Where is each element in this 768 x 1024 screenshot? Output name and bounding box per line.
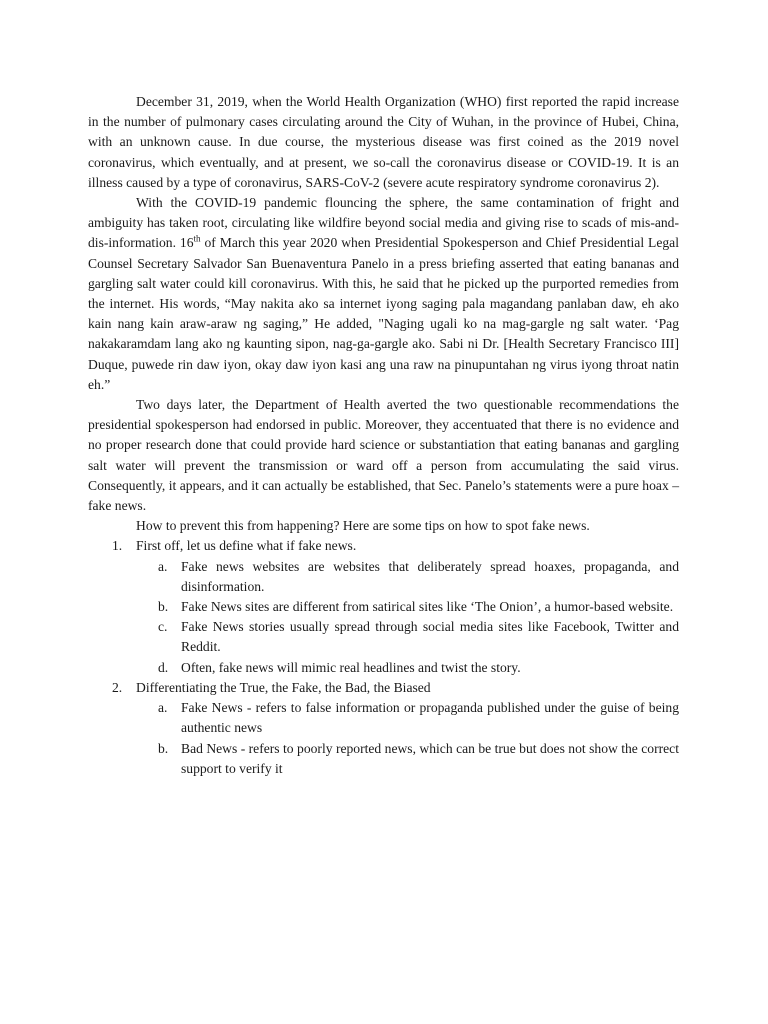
sub-list [136,557,679,678]
sub-list-text: Fake News sites are different from satirical sites like ‘The Onion’, a humor-based website. [181,599,674,615]
sub-list-item [136,658,679,678]
sub-list-letter: a. [158,558,168,574]
paragraph-misinformation [88,193,679,395]
ordinal-superscript: th [193,233,201,244]
paragraph-tips-intro: How to prevent this from happening? Here are some tips on how to spot fake news. [136,518,590,534]
paragraph-misinformation-rest: of March this year 2020 when Presidential Spokesperson and Chief Presidential Legal Counsel Secretary Salvador San Buenaventura Panelo in a press briefing asserted that eating bananas and gargling salt water could kill coronavirus. With this, he said that he picked up the purported remedies from the internet. His words, “May nakita ako sa internet iyong saging pala magandang panlaban daw, eh ako kain nang kain araw-araw ng saging,” He added, "Naging ugali ko na mag-gargle ng salt water. ‘Pag nakakaramdam lang ako ng kaunting sipon, nag-ga-gargle ako. Sabi ni Dr. [Health Secretary Francisco III] Duque, puwede rin daw iyon, okay daw iyon kasi ang una raw na pinupuntahan ng virus iyong throat natin eh.” [88,235,679,392]
sub-list-text: Fake News stories usually spread through social media sites like Facebook, Twitter and Reddit. [181,619,679,655]
document-page [88,92,679,779]
sub-list-item [136,597,679,617]
list-number: 1. [112,538,123,554]
tips-list [88,536,679,778]
sub-list-item [136,557,679,597]
list-item-text: First off, let us define what if fake news. [136,538,357,554]
sub-list-letter: b. [158,599,169,615]
list-item-text: Differentiating the True, the Fake, the Bad, the Biased [136,679,431,695]
list-item [88,536,679,677]
sub-list-text: Fake news websites are websites that deliberately spread hoaxes, propaganda, and disinformation. [181,558,679,594]
sub-list-letter: a. [158,700,168,716]
paragraph-doh-response: Two days later, the Department of Health averted the two questionable recommendations the presidential spokesperson had endorsed in public. Moreover, they accentuated that there is no evidence and no proper research done that could provide hard science or substantiation that eating bananas and gargling salt water will prevent the transmission or ward off a person from accumulating the said virus. Consequently, it appears, and it can actually be established, that Sec. Panelo’s statements were a pure hoax – fake news. [88,397,679,514]
sub-list-text: Often, fake news will mimic real headlines and twist the story. [181,659,521,675]
sub-list-letter: d. [158,659,169,675]
sub-list-item [136,617,679,657]
paragraph-covid-origin: December 31, 2019, when the World Health Organization (WHO) first reported the rapid increase in the number of pulmonary cases circulating around the City of Wuhan, in the province of Hubei, China, with an unknown cause. In due course, the mysterious disease was first coined as the 2019 novel coronavirus, which eventually, and at present, we so-call the coronavirus disease or COVID-19. It is an illness caused by a type of coronavirus, SARS-CoV-2 (severe acute respiratory syndrome coronavirus 2). [88,94,679,190]
sub-list-letter: c. [158,619,168,635]
sub-list-text: Bad News - refers to poorly reported news, which can be true but does not show the correct support to verify it [181,740,679,776]
sub-list-item [136,739,679,779]
sub-list-item [136,698,679,738]
sub-list-text: Fake News - refers to false information or propaganda published under the guise of being authentic news [181,700,679,736]
paragraph-misinformation-start: With the COVID-19 pandemic flouncing the sphere, the same contamination of fright and ambiguity has taken root, circulating like wildfire beyond social media and giving rise to scads of mis-and-dis-information. 16 [88,195,679,251]
sub-list [136,698,679,779]
list-number: 2. [112,679,123,695]
sub-list-letter: b. [158,740,169,756]
list-item [88,678,679,779]
